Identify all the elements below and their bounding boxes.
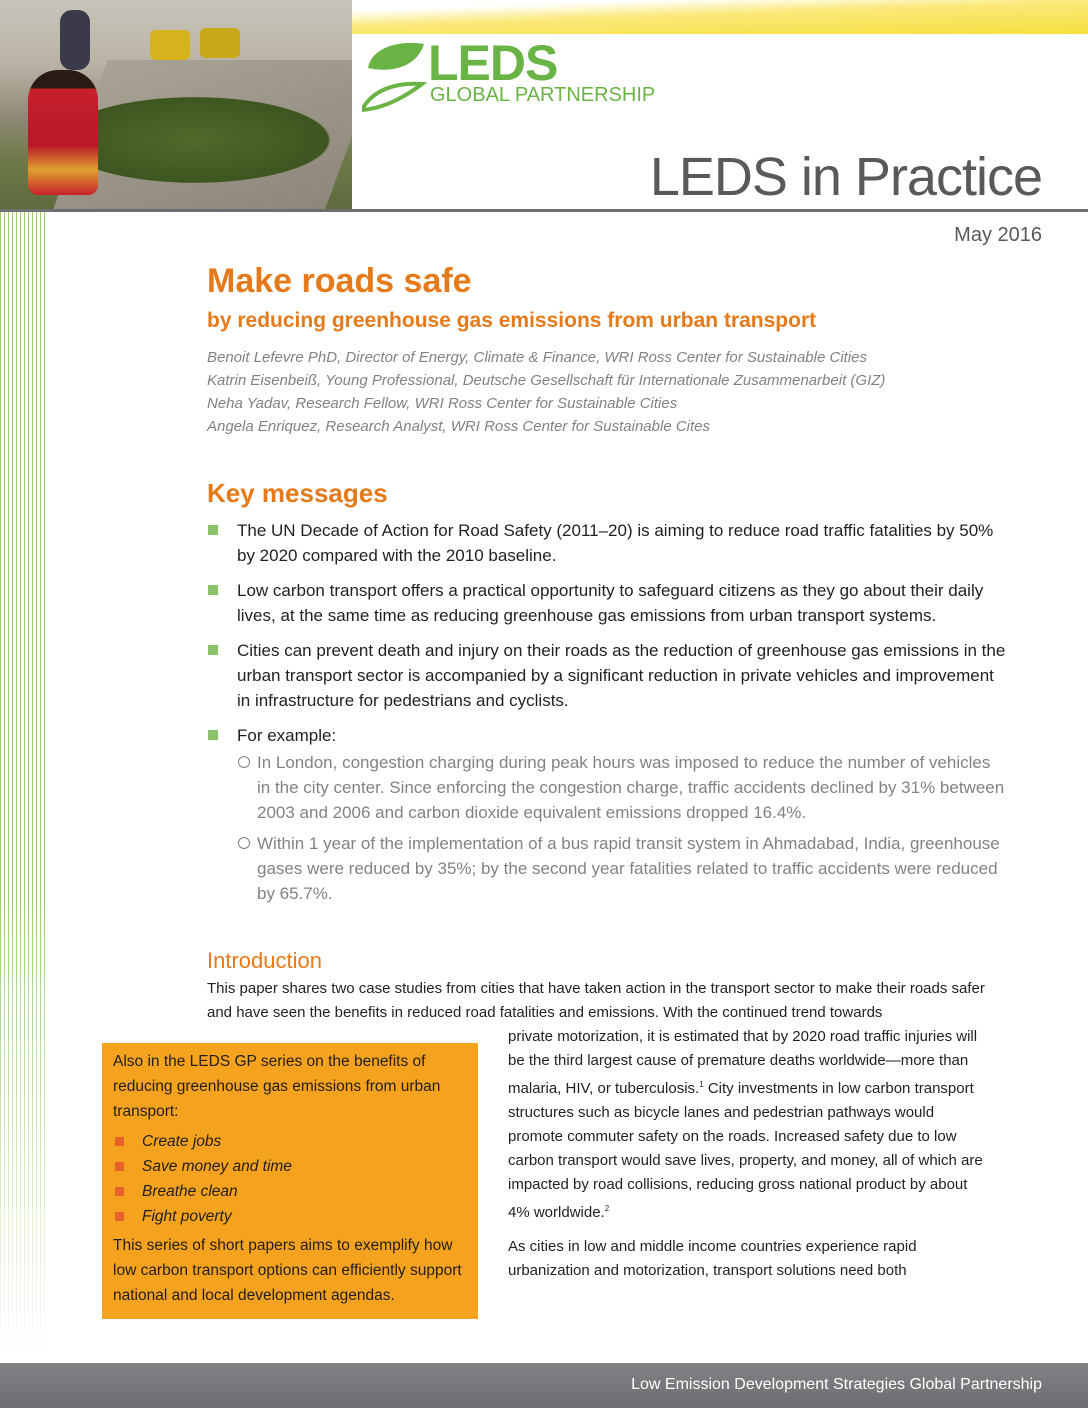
rider-image-part <box>60 10 90 70</box>
list-item-text: Cities can prevent death and injury on their roads as the reduction of greenhouse gas emissions in the urban transport sector is accompanied by a significant reduction in private vehicles and improvement in infrastructure for pedestrians and cyclists. <box>237 641 1006 710</box>
paragraph: As cities in low and middle income countries experience rapid urbanization and motorization, transport solutions need both <box>508 1238 917 1279</box>
author-line: Angela Enriquez, Research Analyst, WRI Ross Center for Sustainable Cites <box>207 418 711 435</box>
sidebar-item[interactable] <box>113 1179 468 1204</box>
example-item <box>207 750 1007 825</box>
sidebar-item-label: Breathe clean <box>142 1183 238 1200</box>
header-band <box>352 0 1088 34</box>
bullet-square-icon <box>208 585 218 595</box>
list-item <box>207 578 1007 628</box>
sidebar-item[interactable] <box>113 1154 468 1179</box>
cover-photo <box>0 0 352 211</box>
leaf-icon <box>362 38 428 114</box>
median-image-part <box>90 90 352 190</box>
bullet-circle-icon <box>238 837 250 849</box>
footnote-ref[interactable]: 1 <box>699 1080 704 1089</box>
example-text: Within 1 year of the implementation of a bus rapid transit system in Ahmadabad, India, greenhouse gases were reduced by 35%; by the second year fatalities related to traffic accidents were reduced by 65.7%. <box>257 834 1000 903</box>
list-item <box>207 518 1007 568</box>
page-title: Make roads safe <box>207 262 472 300</box>
introduction-column <box>508 1025 983 1293</box>
leds-logo <box>362 35 682 118</box>
list-item-text: For example: <box>237 726 337 745</box>
bullet-square-icon <box>115 1187 124 1196</box>
rickshaw-image-part <box>150 30 190 60</box>
decorative-stripes <box>0 211 46 1361</box>
sidebar-outro: This series of short papers aims to exemplify how low carbon transport options can efficiently support national and local development agendas. <box>113 1237 462 1304</box>
author-list <box>207 346 885 438</box>
series-title: LEDS in Practice <box>649 147 1042 207</box>
footer-text: Low Emission Development Strategies Global Partnership <box>631 1376 1042 1393</box>
logo-name: LEDS <box>428 35 558 91</box>
bullet-square-icon <box>115 1212 124 1221</box>
introduction-paragraph: This paper shares two case studies from cities that have taken action in the transport sector to make their roads safer and have seen the benefits in reduced road fatalities and emissions. With the continued trend towards <box>207 980 985 1021</box>
list-item-text: Low carbon transport offers a practical opportunity to safeguard citizens as they go about their daily lives, at the same time as reducing greenhouse gas emissions from urban transport systems. <box>237 581 984 625</box>
footnote-ref[interactable]: 2 <box>604 1204 610 1213</box>
key-messages-heading: Key messages <box>207 478 388 508</box>
page-footer <box>0 1363 1088 1408</box>
series-sidebar <box>102 1043 478 1319</box>
publication-date: May 2016 <box>954 224 1042 246</box>
paragraph-text: private motorization, it is estimated that by 2020 road traffic injuries will be the third largest cause of premature deaths worldwide—more than malaria, HIV, or tuberculosis. <box>508 1028 978 1097</box>
sidebar-item[interactable] <box>113 1204 468 1229</box>
paragraph-text: City investments in low carbon transport structures such as bicycle lanes and pedestrian pathways would promote commuter safety on the roads. Increased safety due to low carbon transport would save lives, property, and money, all of which are impacted by road collisions, reducing gross national product by about 4% worldwide. <box>508 1080 983 1221</box>
rickshaw-image-part <box>200 28 240 58</box>
header-divider <box>0 209 1088 212</box>
sidebar-item-label: Fight poverty <box>142 1208 232 1225</box>
bullet-square-icon <box>208 525 218 535</box>
bullet-square-icon <box>208 645 218 655</box>
list-item-text: The UN Decade of Action for Road Safety (2011–20) is aiming to reduce road traffic fatalities by 50% by 2020 compared with the 2010 baseline. <box>237 521 994 565</box>
author-line: Katrin Eisenbeiß, Young Professional, Deutsche Gesellschaft für Internationale Zusammenarbeit (GIZ) <box>207 372 886 389</box>
example-item <box>207 831 1007 906</box>
sidebar-item[interactable] <box>113 1129 468 1154</box>
sidebar-intro: Also in the LEDS GP series on the benefits of reducing greenhouse gas emissions from urban transport: <box>113 1053 441 1120</box>
author-line: Neha Yadav, Research Fellow, WRI Ross Center for Sustainable Cities <box>207 395 678 412</box>
example-text: In London, congestion charging during peak hours was imposed to reduce the number of vehicles in the city center. Since enforcing the congestion charge, traffic accidents declined by 31% between 2003 and 2006 and carbon dioxide equivalent emissions dropped 16.4%. <box>257 753 1005 822</box>
list-item <box>207 638 1007 713</box>
bullet-square-icon <box>115 1137 124 1146</box>
author-line: Benoit Lefevre PhD, Director of Energy, Climate & Finance, WRI Ross Center for Sustainable Cities <box>207 349 867 366</box>
introduction-heading: Introduction <box>207 948 322 973</box>
bullet-square-icon <box>115 1162 124 1171</box>
bullet-square-icon <box>208 730 218 740</box>
logo-subtitle: GLOBAL PARTNERSHIP <box>430 84 656 106</box>
key-messages-list <box>207 518 1007 912</box>
sidebar-item-label: Create jobs <box>142 1133 222 1150</box>
paragraph <box>508 1025 983 1225</box>
cyclist-image-part <box>28 70 98 195</box>
list-item <box>207 723 1007 748</box>
page-subtitle: by reducing greenhouse gas emissions from urban transport <box>207 309 817 332</box>
bullet-circle-icon <box>238 756 250 768</box>
sidebar-item-label: Save money and time <box>142 1158 292 1175</box>
